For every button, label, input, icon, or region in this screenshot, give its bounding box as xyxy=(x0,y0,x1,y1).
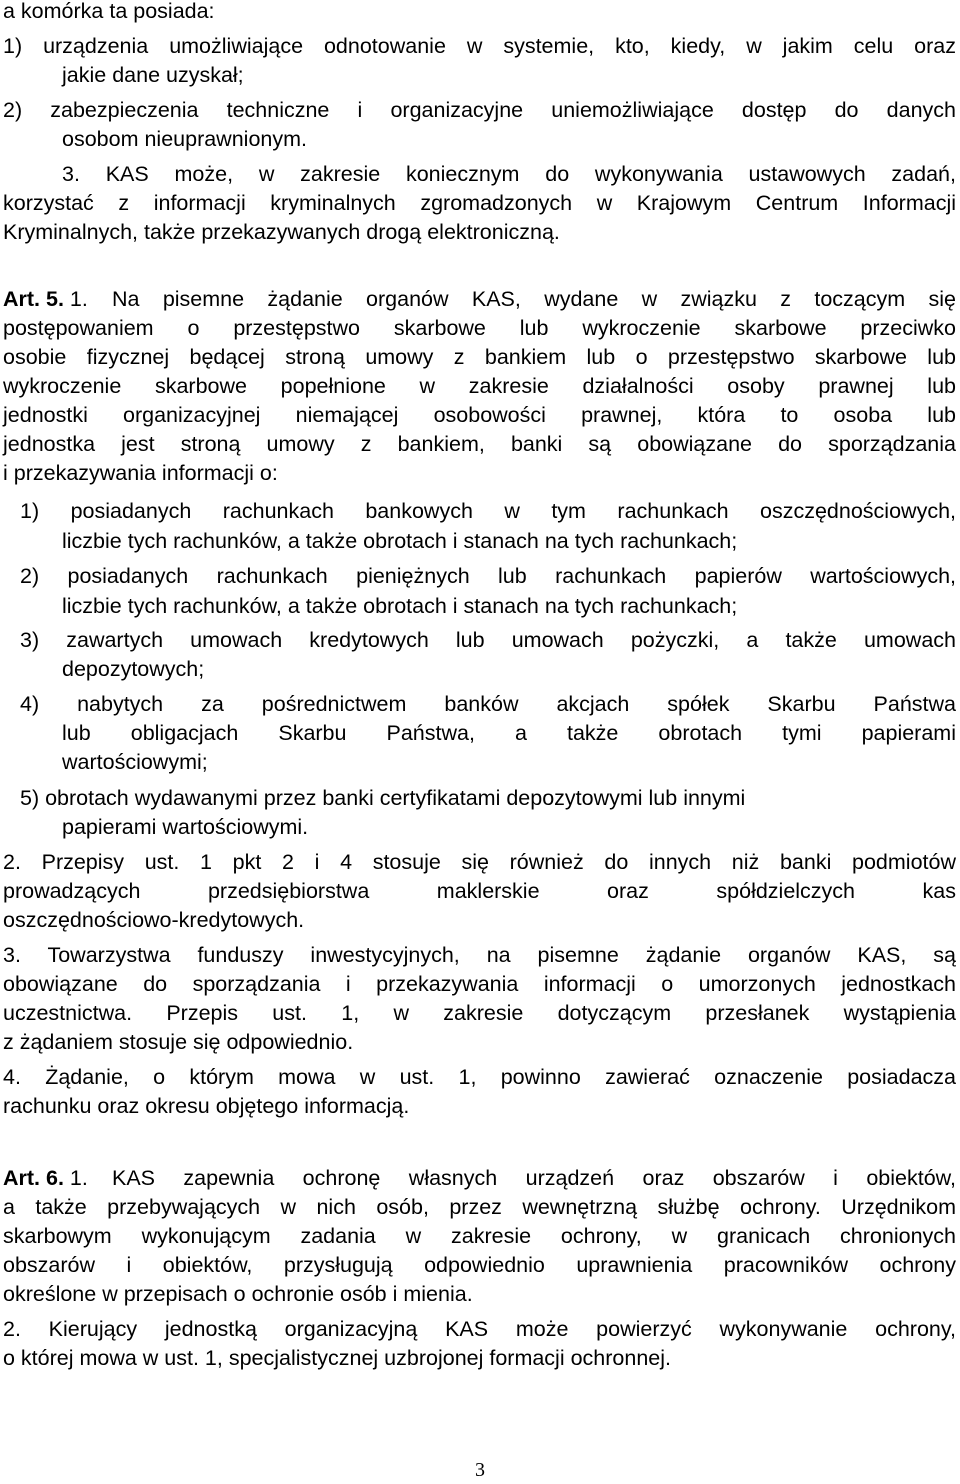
article-label: Art. 5. xyxy=(3,287,64,311)
text-line: liczbie tych rachunków, a także obrotach i stanach na tych rachunkach; xyxy=(62,529,738,553)
text-line: obowiązane do sporządzania i przekazywania informacji o umorzonych jednostkach xyxy=(3,972,956,996)
text-line: liczbie tych rachunków, a także obrotach i stanach na tych rachunkach; xyxy=(62,594,738,618)
text-line: obszarów i obiektów, przysługują odpowiednio uprawnienia pracowników ochrony xyxy=(3,1253,956,1277)
text-line: 3. Towarzystwa funduszy inwestycyjnych, na pisemne żądanie organów KAS, są xyxy=(3,943,956,967)
text-line: 4. Żądanie, o którym mowa w ust. 1, powinno zawierać oznaczenie posiadacza xyxy=(3,1065,956,1089)
text-line: prowadzących przedsiębiorstwa maklerskie oraz spółdzielczych kas xyxy=(3,879,956,903)
text-line: o której mowa w ust. 1, specjalistycznej uzbrojonej formacji ochronnej. xyxy=(3,1346,671,1370)
text-line: depozytowych; xyxy=(62,657,205,681)
text-line: Kryminalnych, także przekazywanych drogą elektroniczną. xyxy=(3,220,560,244)
list-item: 5) obrotach wydawanymi przez banki certyfikatami depozytowymi lub innymi xyxy=(20,786,746,810)
text-line: Na pisemne żądanie organów KAS, wydane w związku z toczącym się xyxy=(112,287,956,311)
text-line: 1) urządzenia umożliwiające odnotowanie w systemie, kto, kiedy, w jakim celu oraz xyxy=(3,34,956,58)
text-line: korzystać z informacji kryminalnych zgromadzonych w Krajowym Centrum Informacji xyxy=(3,191,956,215)
list-item: 1) posiadanych rachunkach bankowych w tym rachunkach oszczędnościowych, xyxy=(20,499,956,523)
text-line: papierami wartościowymi. xyxy=(62,815,309,839)
text-line: a także przebywających w nich osób, przez wewnętrzną służbę ochrony. Urzędnikom xyxy=(3,1195,956,1219)
text-line: jakie dane uzyskał; xyxy=(62,63,244,87)
article-heading xyxy=(3,285,88,313)
text-line: oszczędnościowo-kredytowych. xyxy=(3,908,305,932)
paragraph-number: 1. xyxy=(69,287,88,311)
text-line: 2) zabezpieczenia techniczne i organizacyjne uniemożliwiające dostęp do danych xyxy=(3,98,956,122)
text-line: KAS zapewnia ochronę własnych urządzeń oraz obszarów i obiektów, xyxy=(112,1166,956,1190)
text-line: osobom nieuprawnionym. xyxy=(62,127,307,151)
text-line: 3. KAS może, w zakresie koniecznym do wykonywania ustawowych zadań, xyxy=(62,162,956,186)
text-line: skarbowym wykonującym zadania w zakresie ochrony, w granicach chronionych xyxy=(3,1224,956,1248)
text-line: a komórka ta posiada: xyxy=(3,0,215,23)
text-line: jednostka jest stroną umowy z bankiem, banki są obowiązane do sporządzania xyxy=(3,432,956,456)
list-item: 4) nabytych za pośrednictwem banków akcjach spółek Skarbu Państwa xyxy=(20,692,956,716)
text-line: lub obligacjach Skarbu Państwa, a także obrotach tymi papierami xyxy=(62,721,956,745)
text-line: i przekazywania informacji o: xyxy=(3,461,278,485)
text-line: z żądaniem stosuje się odpowiednio. xyxy=(3,1030,354,1054)
paragraph-number: 1. xyxy=(69,1166,88,1190)
list-item: 3) zawartych umowach kredytowych lub umowach pożyczki, a także umowach xyxy=(20,628,956,652)
text-line: postępowaniem o przestępstwo skarbowe lub wykroczenie skarbowe przeciwko xyxy=(3,316,956,340)
text-line: wykroczenie skarbowe popełnione w zakresie działalności osoby prawnej lub xyxy=(3,374,956,398)
text-line: rachunku oraz okresu objętego informacją. xyxy=(3,1094,410,1118)
article-heading xyxy=(3,1164,88,1192)
text-line: osobie fizycznej będącej stroną umowy z bankiem lub o przestępstwo skarbowe lub xyxy=(3,345,956,369)
text-line: uczestnictwa. Przepis ust. 1, w zakresie dotyczącym przesłanek wystąpienia xyxy=(3,1001,956,1025)
page-number: 3 xyxy=(475,1459,485,1481)
text-line: 2. Kierujący jednostką organizacyjną KAS może powierzyć wykonywanie ochrony, xyxy=(3,1317,956,1341)
text-line: 2. Przepisy ust. 1 pkt 2 i 4 stosuje się również do innych niż banki podmiotów xyxy=(3,850,956,874)
text-line: wartościowymi; xyxy=(62,750,208,774)
article-label: Art. 6. xyxy=(3,1166,64,1190)
list-item: 2) posiadanych rachunkach pieniężnych lub rachunkach papierów wartościowych, xyxy=(20,564,956,588)
text-line: jednostki organizacyjnej niemającej osobowości prawnej, która to osoba lub xyxy=(3,403,956,427)
text-line: określone w przepisach o ochronie osób i mienia. xyxy=(3,1282,473,1306)
